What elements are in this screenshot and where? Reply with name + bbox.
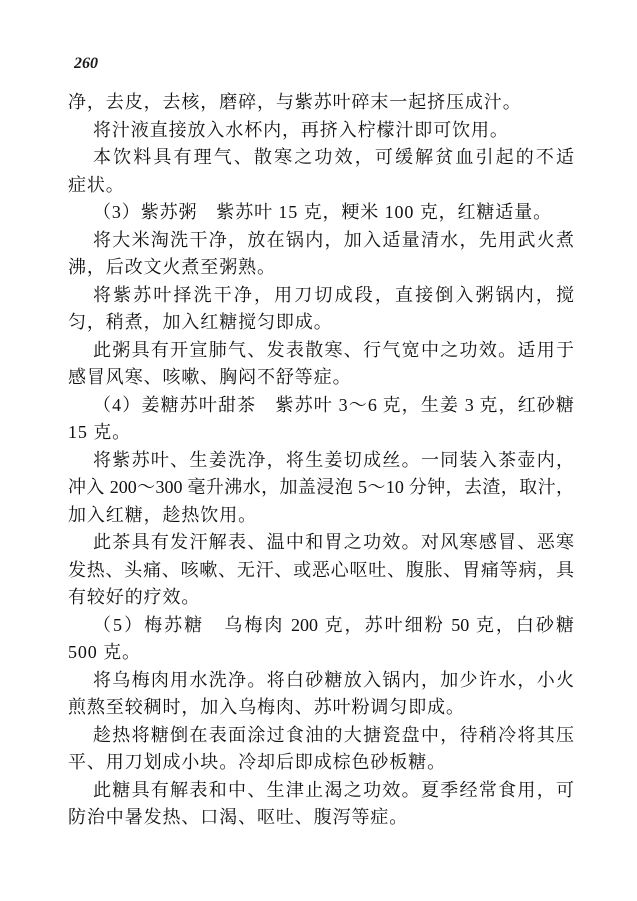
text-line: 感冒风寒、咳嗽、胸闷不舒等症。 (68, 367, 352, 387)
text-line: 本饮料具有理气、散寒之功效，可缓解贫血引起的不适 (93, 147, 574, 167)
text-line: 防治中暑发热、口渴、呕吐、腹泻等症。 (68, 807, 409, 827)
text-line: 煎熬至较稠时，加入乌梅肉、苏叶粉调匀即成。 (68, 697, 465, 717)
paragraph (68, 777, 574, 832)
text-line: 发热、头痛、咳嗽、无汗、或恶心呕吐、腹胀、胃痛等病，具 (68, 559, 574, 580)
page-number: 260 (74, 55, 98, 72)
text-line: 此糖具有解表和中、生津止渴之功效。夏季经常食用，可 (93, 779, 574, 800)
paragraph (68, 117, 574, 145)
text-line: 趁热将糖倒在表面涂过食油的大搪瓷盘中，待稍冷将其压 (93, 724, 574, 745)
text-line: （4）姜糖苏叶甜茶 紫苏叶 3～6 克，生姜 3 克，红砂糖 (93, 394, 574, 415)
text-line: 500 克。 (68, 642, 141, 662)
text-line: 此粥具有开宣肺气、发表散寒、行气宽中之功效。适用于 (93, 339, 574, 360)
paragraph (68, 89, 574, 117)
paragraph (68, 392, 574, 447)
paragraph (68, 144, 574, 199)
text-line: 15 克。 (68, 422, 131, 442)
text-line: 将紫苏叶择洗干净，用刀切成段，直接倒入粥锅内，搅 (93, 284, 574, 305)
paragraph (68, 612, 574, 667)
text-line: 将乌梅肉用水洗净。将白砂糖放入锅内，加少许水，小火 (93, 669, 574, 690)
text-line: 此茶具有发汗解表、温中和胃之功效。对风寒感冒、恶寒 (93, 532, 574, 552)
text-line: 匀，稍煮，加入红糖搅匀即成。 (68, 312, 333, 332)
paragraph (68, 447, 574, 530)
text-line: 将紫苏叶、生姜洗净，将生姜切成丝。一同装入茶壶内， (93, 449, 574, 470)
paragraph (68, 227, 574, 282)
text-line: 将汁液直接放入水杯内，再挤入柠檬汁即可饮用。 (93, 119, 509, 140)
text-line: 平、用刀划成小块。冷却后即成棕色砂板糖。 (68, 752, 446, 772)
paragraph (68, 199, 574, 227)
paragraph (68, 667, 574, 722)
text-line: 净，去皮，去核，磨碎，与紫苏叶碎末一起挤压成汁。 (68, 92, 522, 112)
text-line: （5）梅苏糖 乌梅肉 200 克，苏叶细粉 50 克，白砂糖 (93, 614, 574, 635)
text-line: 加入红糖，趁热饮用。 (68, 504, 257, 525)
text-line: 症状。 (68, 174, 125, 195)
paragraph (68, 529, 574, 612)
text-line: 将大米淘洗干净，放在锅内，加入适量清水，先用武火煮 (93, 229, 574, 250)
text-line: 有较好的疗效。 (68, 587, 201, 607)
text-line: （3）紫苏粥 紫苏叶 15 克，粳米 100 克，红糖适量。 (93, 202, 552, 222)
body-text (68, 89, 574, 832)
paragraph (68, 722, 574, 777)
text-line: 冲入 200～300 毫升沸水，加盖浸泡 5～10 分钟，去渣，取汁， (68, 477, 574, 497)
paragraph (68, 337, 574, 392)
paragraph (68, 282, 574, 337)
text-line: 沸，后改文火煮至粥熟。 (68, 257, 276, 277)
